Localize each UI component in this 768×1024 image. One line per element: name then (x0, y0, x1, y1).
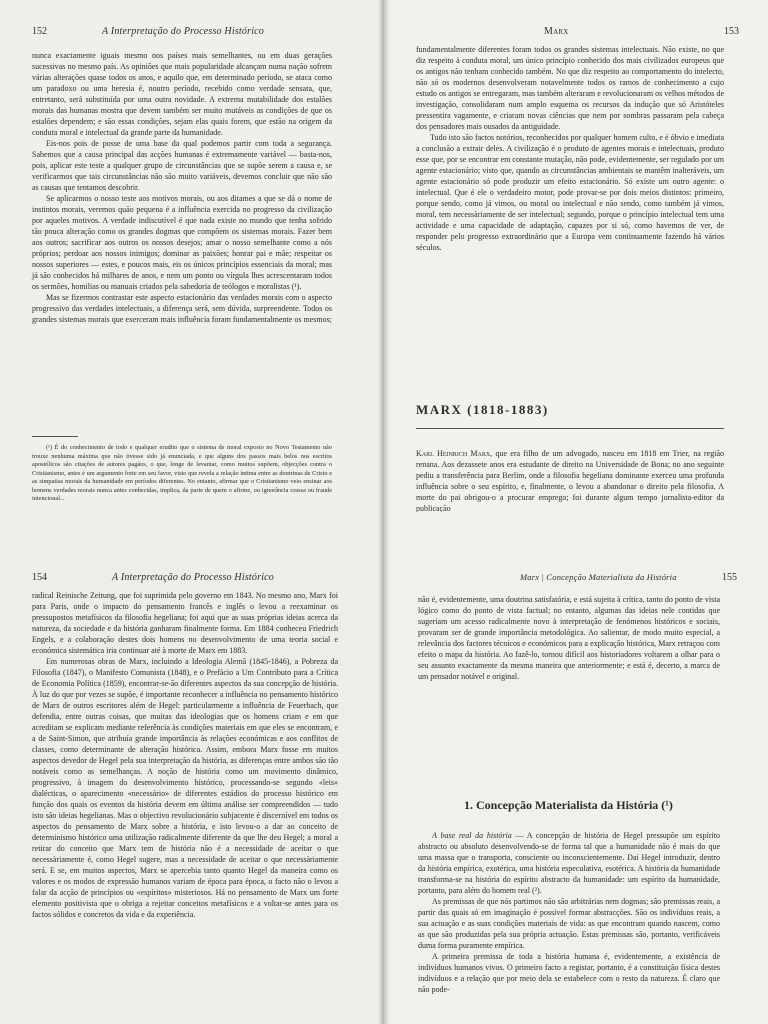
page-155 (384, 512, 768, 1024)
section-text (418, 830, 720, 995)
body-text (418, 594, 720, 682)
paragraph: Mas se fizermos contrastar este aspecto estacionário das verdades morais com o aspecto progressivo das verdades intelectuais, a diferença será, sem dúvida, surpreendente. Todos os grandes sistemas morais que exerceram mais influência foram fundamentalmente os mesmos; (32, 293, 332, 324)
running-head-title: Marx | Concepção Materialista da História (520, 572, 677, 582)
chapter-rule (416, 428, 724, 429)
page-153 (384, 0, 768, 512)
paragraph-body: — A concepção de história de Hegel pressupõe um espírito abstracto ou absoluto desenvolvendo-se de forma tal que a humanidade não é mais do que uma massa que o transporta, consciente ou inconscientemente. Daí Hegel introduzir, dentro da história empírica, exotérica, uma história especulativa, esotérica. A história da humanidade transforma-se na história do espírito abstracto da humanidade: um espírito da humanidade, portanto, para além do homem real (²). (418, 831, 721, 895)
bio-paragraph (416, 448, 724, 512)
page-number: 153 (724, 26, 739, 37)
paragraph: Em numerosas obras de Marx, incluindo a Ideologia Alemã (1845-1846), a Pobreza da Filosofia (1847), o Manifesto Comunista (1848), e o Prefácio a Um Contributo para a Crítica de Economia Política (1859), encontrar-se-ão diferentes aspectos da sua concepção de história. À luz do que por vezes se supõe, é importante reconhecer a influência no pensamento histórico de Marx de outros escritores além de Hegel: particularmente a influência de Feuerbach, que defendia, entre outras coisas, que muitas das ideologias que os homens criam e em que acreditam se explicam mediante referência às condições materiais em que eles se encontram, e a de Saint-Simon, que atribuía grande importância às relações económicas e aos conflitos de classes, como determinante de alteração histórica. Assim, embora Marx fosse em muitos aspectos devedor de Hegel pela sua interpretação da história, as diferenças entre ambos são tão notáveis como as semelhanças. A noção de história como um movimento dinâmico, progressivo, à imagem do desenvolvimento histórico, processando-se segundo «leis» dialécticas, o aparecimento «necessário» de diferentes estádios do processo histórico em função dos quais os eventos da história devem em última análise ser compreendidos — tudo isto são ideias hegelianas. Mas o objectivo revolucionário subjacente é discernível em todos os aspectos do pensamento de Marx sobre a história, e isto levou-o a dar ao conceito de determinismo histórico uma utilização radicalmente diferente da que lhe deu Hegel; a moral a retirar do conceito que Marx tem de história não é a necessidade de aceitar o que necessàriamente é, como Hegel sugere, mas a necessidade de aceitar o que necessàriamente será. E se, em muitos aspectos, Marx se apercebia tanto quanto Hegel da maneira como os valores e os modos de expressão humanos variam de época para época, o facto não o levou a falar da acção de princípios ou «espíritos» misteriosos. Há no pensamento de Marx um forte elemento positivista que o obriga a rejeitar conceitos metafísicos e a voltar-se antes para os factos sólidos e concretos da vida e da experiência. (32, 657, 338, 919)
page-gutter-shadow (384, 0, 390, 512)
page-152 (0, 0, 384, 512)
body-text (32, 590, 338, 920)
running-head-title: A Interpretação do Processo Histórico (102, 26, 265, 37)
paragraph: fundamentalmente diferentes foram todos os grandes sistemas intelectuais. Não existe, no que diz respeito à conduta moral, um único princípio conhecido dos mais civilizados europeus que os antigos não tenham conhecido também. No que diz respeito ao comportamento do intelecto, não só os modernos desenvolveram notavelmente todos os ramos de conhecimento a cujo estudo os antigos se entregaram, mas também alteraram e revolucionaram os velhos métodos de investigação, consolidaram num amplo esquema os recursos da indução que só Aristóteles pressentira vagamente, e criaram novas ciências que nem por sombras passaram pela cabeça dos pensadores mais ousados da antiguidade. (416, 45, 724, 131)
running-head-title: A Interpretação do Processo Histórico (112, 572, 275, 583)
running-head-title: Marx (544, 26, 569, 37)
footnote-text: (¹) É do conhecimento de todo e qualquer erudito que o sistema de moral exposto no Novo Testamento não trouxe nenhuma máxima que não tivesse sido já enunciada, e que alguns dos passos mais belos nos escritos apostólicos são citações de autores pagãos, o que, longe de levantar, como muitos supõem, objecções contra o Cristianismo, antes é um argumento forte em seu favor, visto que revela a relação íntima entre as doutrinas de Cristo e as simpatias morais da humanidade em períodos diferentes. No entanto, afirmar que o Cristianismo veio ensinar aos homens verdades morais nunca antes conhecidas, implica, da parte de quem o afirme, ou ignorância crassa ou fraude intencional... (32, 444, 332, 502)
section-title: 1. Concepção Materialista da História (¹) (464, 798, 673, 812)
page-number: 155 (722, 572, 737, 583)
body-text (416, 44, 724, 253)
paragraph: radical Reinische Zeitung, que foi suprimida pelo governo em 1843. No mesmo ano, Marx foi para Paris, onde o impacto do pensamento francês e inglês o levou a reexaminar os pressupostos metafísicos da filosofia hegeliana; foi aqui que as suas próprias ideias acerca da natureza, da sociedade e da história ganharam finalmente forma. Em 1884 conheceu Friedrich Engels, e a colaboração destes dois homens no desenvolvimento de uma teoria social e económica sistemática iria continuar até à morte de Marx em 1883. (32, 591, 338, 655)
paragraph (418, 830, 720, 896)
paragraph: Se aplicarmos o nosso teste aos motivos morais, ou aos ditames a que se dá o nome de instintos morais, veremos quão pequena é a influência exercida no progresso da civilização por aqueles motivos. A verdade indiscutível é que nada existe no mundo que tenha sofrido tão pouca alteração como os grandes dogmas que compõem os sistemas morais. Fazer bem aos outros; sacrificar aos outros os nossos desejos; amar o nosso semelhante como a nós próprios; perdoar aos nossos inimigos; dominar as paixões; honrar pai e mãe; respeitar os nossos superiores — estes, e poucos mais, eis os únicos princípios essenciais da moral; mas já são conhecidos há milhares de anos, e nem um ponto ou vírgula lhes acrescentaram todos os sermões, homilias ou manuais criados pela sabedoria de teólogos e moralistas (¹). (32, 194, 332, 291)
bio-text (416, 448, 724, 512)
paragraph: não é, evidentemente, uma doutrina satisfatória, e está sujeita à crítica, tanto do ponto de vista lógico como do ponto de vista factual; no entanto, algumas das ideias nele contidas que sugeriam um acesso radicalmente novo à interpretação de fenómenos históricos e sociais, provaram ser de grande importância metodológica. Ao salientar, de modo muito especial, a relevância dos factores técnicos e económicos para a explicação histórica, Marx retraçou com efeito o mapa da história. Ao fazê-lo, tornou difícil aos historiadores voltarem a olhar para o seu assunto exactamente da mesma maneira que anteriormente; e está é, decerto, a marca de um pensador notável e original. (418, 595, 720, 681)
footnote (32, 444, 332, 504)
page-gutter-shadow (384, 512, 390, 1024)
bio-body: , que era filho de um advogado, nasceu em 1818 em Trier, na região renana. Aos dezassete anos era estudante de direito na Universidade de Bona; no ano seguinte pediu a transferência para Berlim, onde a filosofia hegeliana dominante exerceu uma profunda influência sobre o seu espírito, e, finalmente, o levou a abandonar o direito pela filosofia. A morte do pai obrigou-o a procurar emprego; foi durante algum tempo jornalista-editor da publicação (416, 449, 724, 512)
section-lead: A base real da história (432, 831, 512, 840)
paragraph: A primeira premissa de toda a história humana é, evidentemente, a existência de indivíduos humanos vivos. O primeiro facto a registar, portanto, é a constituição física destes indivíduos e a relação que por meio dela se estabelece com o resto da natureza. É claro que não pode- (418, 952, 720, 994)
paragraph: Eis-nos pois de posse de uma base da qual podemos partir com toda a segurança. Sabemos que a causa principal das acções humanas é extremamente variável — basta-nos, pois, aplicar este teste a qualquer grupo de circunstâncias que se supõe serem a causa e, se verificarmos que tais circunstâncias não são muito variáveis, devemos concluir que não são as causas que tentamos descobrir. (32, 139, 332, 192)
chapter-title: MARX (1818-1883) (416, 402, 549, 417)
paragraph: Tudo isto são factos notórios, reconhecidos por qualquer homem culto, e é óbvio e imediata a conclusão a extrair deles. A civilização é o produto de agentes morais e intelectuais, produto esse que, por se encontrar em constante mutação, não pode, evidentemente, ser regulado por um agente estacionário; visto que, quando as circunstâncias ambientais se mantêm inalteráveis, um agente estacionário só pode produzir um efeito estacionário. Só existe um outro agente: o intelectual. Que é ele o verdadeiro motor, pode provar-se por dois meios distintos: primeiro, porque sendo, como já vimos, ou moral ou intelectual e não sendo, como também já vimos, moral, tem necessàriamente de ser intelectual; segundo, porque o princípio intelectual tem uma actividade e uma capacidade de adaptação, capazes por si só, como havemos de ver, de responder pelo progresso extraordinário que a Europa vem continuamente fazendo há vários séculos. (416, 133, 724, 252)
page-number: 154 (32, 572, 47, 583)
paragraph: nunca exactamente iguais mesmo nos países mais semelhantes, ou em duas gerações sucessivas no mesmo país. As opiniões que mais popularidade alcançam numa nação sofrem várias alterações quase todos os anos, e aquilo que, em determinado período, se ataca como um paradoxo ou uma heresia é, noutro período, recebido como verdade sensata, que, entretanto, será substituída por uma outra novidade. A extrema mutabilidade dos estalões morais das humanas mostra que devem também ser muito mutáveis as condições de que os estalões dependem; e são essas condições, sejam elas quais forem, que estão na origem da conduta moral e intelectual da grande parte da humanidade. (32, 51, 332, 137)
footnote-rule (32, 436, 78, 437)
body-text (32, 50, 332, 325)
page-number: 152 (32, 26, 47, 37)
bio-name: Karl Heinrich Marx (416, 449, 491, 458)
page-154 (0, 512, 384, 1024)
paragraph: As premissas de que nós partimos não são arbitrárias nem dogmas; são premissas reais, a partir das quais só em imaginação é possível formar abstracções. São os indivíduos reais, a sua actuação e as suas condições materiais de vida: as que encontram quando nascem, como as que são produzidas pela sua própria actuação. Estas premissas são, portanto, verificáveis duma forma puramente empírica. (418, 897, 720, 950)
